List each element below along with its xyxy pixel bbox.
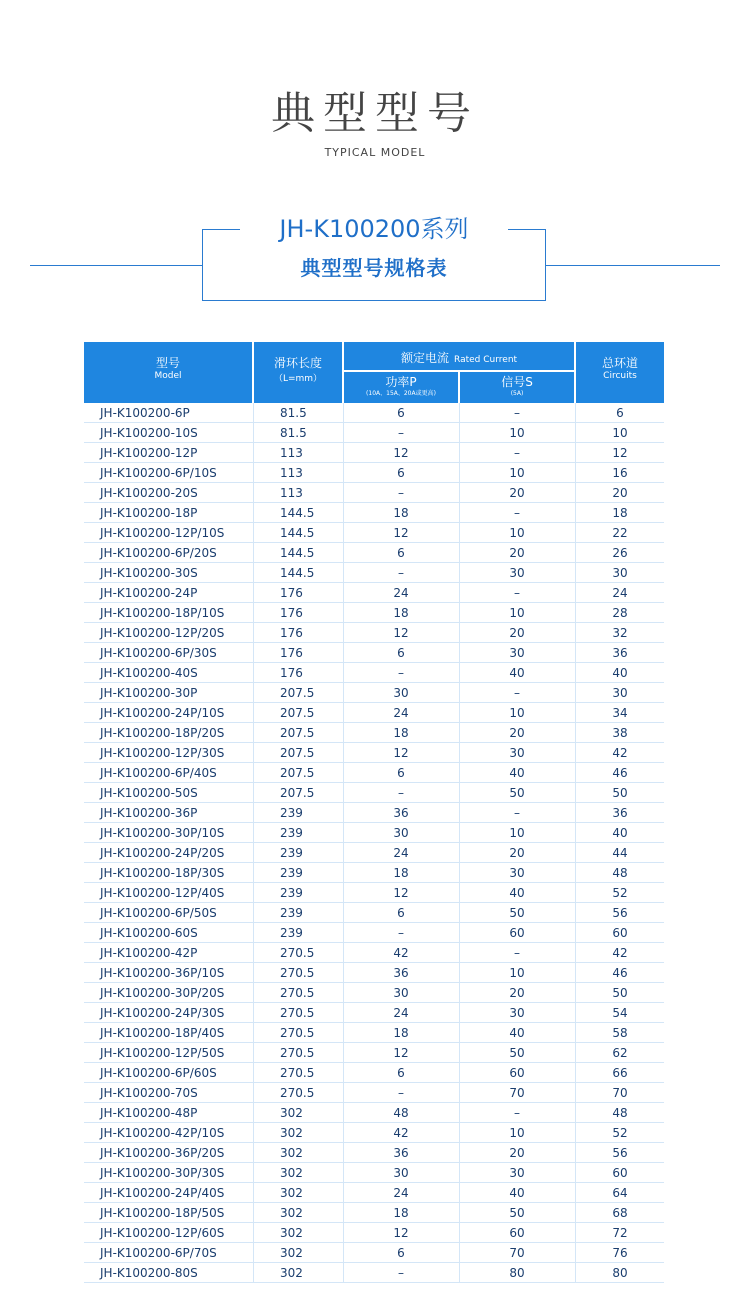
cell-model: JH-K100200-6P/50S xyxy=(100,906,217,920)
column-divider xyxy=(575,403,576,1283)
cell-model: JH-K100200-30P xyxy=(100,686,198,700)
cell-power: – xyxy=(398,666,404,680)
cell-power: 30 xyxy=(393,826,409,840)
cell-model: JH-K100200-18P/40S xyxy=(100,1026,225,1040)
cell-power: 6 xyxy=(397,466,405,480)
cell-signal: 40 xyxy=(509,1186,525,1200)
cell-signal: 10 xyxy=(509,826,525,840)
header-signal-zh: 信号S xyxy=(501,375,533,389)
cell-model: JH-K100200-18P/10S xyxy=(100,606,225,620)
cell-signal: 10 xyxy=(509,1126,525,1140)
cell-circuits: 16 xyxy=(612,466,628,480)
cell-length: 81.5 xyxy=(280,406,307,420)
cell-signal: 40 xyxy=(509,1026,525,1040)
table-row xyxy=(84,503,664,523)
cell-circuits: 40 xyxy=(612,826,628,840)
cell-length: 207.5 xyxy=(280,746,315,760)
header-model-en: Model xyxy=(154,371,182,381)
cell-circuits: 24 xyxy=(612,586,628,600)
cell-circuits: 46 xyxy=(612,766,628,780)
cell-length: 302 xyxy=(280,1106,303,1120)
table-row xyxy=(84,563,664,583)
cell-model: JH-K100200-6P/20S xyxy=(100,546,217,560)
cell-circuits: 56 xyxy=(612,906,628,920)
table-row xyxy=(84,1263,664,1283)
table-row xyxy=(84,663,664,683)
spec-table xyxy=(84,342,664,1283)
table-row xyxy=(84,463,664,483)
cell-circuits: 72 xyxy=(612,1226,628,1240)
cell-model: JH-K100200-6P/70S xyxy=(100,1246,217,1260)
cell-model: JH-K100200-60S xyxy=(100,926,198,940)
cell-power: 12 xyxy=(393,1226,409,1240)
cell-length: 270.5 xyxy=(280,1006,315,1020)
series-title: JH-K100200系列 xyxy=(240,214,508,244)
cell-length: 270.5 xyxy=(280,1086,315,1100)
cell-length: 207.5 xyxy=(280,786,315,800)
cell-length: 176 xyxy=(280,626,303,640)
cell-power: 24 xyxy=(393,846,409,860)
cell-model: JH-K100200-30P/20S xyxy=(100,986,225,1000)
cell-length: 113 xyxy=(280,446,303,460)
cell-length: 302 xyxy=(280,1166,303,1180)
page-title: 典型型号 xyxy=(271,88,479,139)
header-circuits-en: Circuits xyxy=(603,371,637,381)
cell-signal: 40 xyxy=(509,766,525,780)
cell-length: 302 xyxy=(280,1226,303,1240)
header-length xyxy=(254,342,342,403)
cell-signal: 60 xyxy=(509,1226,525,1240)
cell-circuits: 50 xyxy=(612,986,628,1000)
cell-model: JH-K100200-6P/30S xyxy=(100,646,217,660)
cell-length: 270.5 xyxy=(280,986,315,1000)
cell-circuits: 30 xyxy=(612,566,628,580)
cell-model: JH-K100200-6P/60S xyxy=(100,1066,217,1080)
cell-power: 36 xyxy=(393,806,409,820)
cell-signal: 10 xyxy=(509,706,525,720)
cell-model: JH-K100200-24P/10S xyxy=(100,706,225,720)
cell-circuits: 62 xyxy=(612,1046,628,1060)
cell-circuits: 36 xyxy=(612,646,628,660)
cell-circuits: 18 xyxy=(612,506,628,520)
cell-power: 42 xyxy=(393,1126,409,1140)
cell-length: 270.5 xyxy=(280,1066,315,1080)
cell-model: JH-K100200-20S xyxy=(100,486,198,500)
cell-signal: 80 xyxy=(509,1266,525,1280)
cell-circuits: 30 xyxy=(612,686,628,700)
cell-power: 18 xyxy=(393,1206,409,1220)
cell-circuits: 38 xyxy=(612,726,628,740)
cell-length: 144.5 xyxy=(280,546,315,560)
cell-signal: – xyxy=(514,406,520,420)
cell-length: 302 xyxy=(280,1126,303,1140)
cell-circuits: 32 xyxy=(612,626,628,640)
cell-signal: 10 xyxy=(509,426,525,440)
cell-model: JH-K100200-6P xyxy=(100,406,190,420)
table-row xyxy=(84,783,664,803)
cell-power: 36 xyxy=(393,1146,409,1160)
cell-power: 6 xyxy=(397,406,405,420)
cell-signal: – xyxy=(514,506,520,520)
table-row xyxy=(84,1203,664,1223)
cell-signal: 20 xyxy=(509,1146,525,1160)
cell-signal: 30 xyxy=(509,646,525,660)
table-row xyxy=(84,523,664,543)
table-row xyxy=(84,403,664,423)
cell-circuits: 6 xyxy=(616,406,624,420)
header-circuits-zh: 总环道 xyxy=(601,356,638,370)
table-row xyxy=(84,623,664,643)
cell-signal: 30 xyxy=(509,1006,525,1020)
cell-model: JH-K100200-18P xyxy=(100,506,198,520)
cell-power: 24 xyxy=(393,586,409,600)
cell-length: 81.5 xyxy=(280,426,307,440)
page-subtitle: TYPICAL MODEL xyxy=(324,146,426,159)
table-row xyxy=(84,723,664,743)
cell-signal: 40 xyxy=(509,666,525,680)
cell-power: 12 xyxy=(393,1046,409,1060)
cell-signal: – xyxy=(514,446,520,460)
cell-model: JH-K100200-12P xyxy=(100,446,198,460)
cell-power: 12 xyxy=(393,526,409,540)
cell-model: JH-K100200-6P/40S xyxy=(100,766,217,780)
cell-length: 113 xyxy=(280,486,303,500)
cell-power: 18 xyxy=(393,606,409,620)
cell-signal: 70 xyxy=(509,1086,525,1100)
table-row xyxy=(84,1023,664,1043)
cell-power: – xyxy=(398,786,404,800)
cell-length: 270.5 xyxy=(280,966,315,980)
cell-signal: 30 xyxy=(509,1166,525,1180)
cell-power: 6 xyxy=(397,906,405,920)
cell-power: 12 xyxy=(393,626,409,640)
cell-power: 12 xyxy=(393,886,409,900)
table-row xyxy=(84,1123,664,1143)
cell-length: 207.5 xyxy=(280,766,315,780)
cell-power: 6 xyxy=(397,1246,405,1260)
cell-model: JH-K100200-30S xyxy=(100,566,198,580)
table-row xyxy=(84,703,664,723)
table-row xyxy=(84,903,664,923)
cell-signal: 20 xyxy=(509,626,525,640)
cell-circuits: 52 xyxy=(612,1126,628,1140)
cell-signal: 30 xyxy=(509,746,525,760)
cell-power: 18 xyxy=(393,866,409,880)
divider-right xyxy=(546,265,720,266)
cell-power: 18 xyxy=(393,1026,409,1040)
cell-circuits: 46 xyxy=(612,966,628,980)
cell-model: JH-K100200-50S xyxy=(100,786,198,800)
cell-power: 12 xyxy=(393,446,409,460)
cell-circuits: 26 xyxy=(612,546,628,560)
table-header xyxy=(84,342,664,403)
table-row xyxy=(84,963,664,983)
cell-power: 24 xyxy=(393,1186,409,1200)
cell-length: 239 xyxy=(280,886,303,900)
cell-power: 6 xyxy=(397,646,405,660)
cell-circuits: 22 xyxy=(612,526,628,540)
cell-model: JH-K100200-12P/60S xyxy=(100,1226,225,1240)
cell-length: 239 xyxy=(280,926,303,940)
table-row xyxy=(84,683,664,703)
cell-signal: 50 xyxy=(509,1206,525,1220)
table-row xyxy=(84,1223,664,1243)
cell-power: 24 xyxy=(393,706,409,720)
cell-model: JH-K100200-70S xyxy=(100,1086,198,1100)
cell-circuits: 70 xyxy=(612,1086,628,1100)
cell-signal: – xyxy=(514,686,520,700)
cell-model: JH-K100200-12P/20S xyxy=(100,626,225,640)
cell-model: JH-K100200-30P/10S xyxy=(100,826,225,840)
cell-circuits: 58 xyxy=(612,1026,628,1040)
header-length-zh: 滑环长度 xyxy=(273,356,322,370)
cell-circuits: 40 xyxy=(612,666,628,680)
column-divider xyxy=(343,403,344,1283)
cell-power: – xyxy=(398,426,404,440)
table-row xyxy=(84,423,664,443)
cell-length: 113 xyxy=(280,466,303,480)
cell-length: 270.5 xyxy=(280,1046,315,1060)
header-length-en: （L=mm） xyxy=(273,374,323,384)
header-rated-zh: 额定电流 xyxy=(400,351,449,365)
cell-length: 176 xyxy=(280,606,303,620)
cell-signal: 20 xyxy=(509,486,525,500)
cell-model: JH-K100200-12P/40S xyxy=(100,886,225,900)
cell-model: JH-K100200-24P/30S xyxy=(100,1006,225,1020)
table-row xyxy=(84,863,664,883)
table-body xyxy=(84,403,664,1283)
header-signal-note: (5A) xyxy=(510,390,524,397)
table-row xyxy=(84,983,664,1003)
table-row xyxy=(84,543,664,563)
header-rated-current xyxy=(344,342,574,370)
column-divider xyxy=(253,403,254,1283)
table-row xyxy=(84,443,664,463)
cell-circuits: 12 xyxy=(612,446,628,460)
table-row xyxy=(84,1243,664,1263)
cell-length: 207.5 xyxy=(280,686,315,700)
cell-length: 302 xyxy=(280,1206,303,1220)
cell-signal: 20 xyxy=(509,846,525,860)
table-row xyxy=(84,643,664,663)
table-row xyxy=(84,923,664,943)
divider-left xyxy=(30,265,202,266)
cell-signal: – xyxy=(514,586,520,600)
table-row xyxy=(84,763,664,783)
header-model xyxy=(84,342,252,403)
cell-circuits: 50 xyxy=(612,786,628,800)
cell-power: 6 xyxy=(397,546,405,560)
cell-signal: 60 xyxy=(509,926,525,940)
cell-circuits: 52 xyxy=(612,886,628,900)
cell-model: JH-K100200-10S xyxy=(100,426,198,440)
cell-model: JH-K100200-6P/10S xyxy=(100,466,217,480)
header-circuits xyxy=(576,342,664,403)
cell-signal: 30 xyxy=(509,566,525,580)
table-row xyxy=(84,883,664,903)
table-row xyxy=(84,1183,664,1203)
cell-power: 18 xyxy=(393,506,409,520)
cell-length: 176 xyxy=(280,646,303,660)
cell-circuits: 80 xyxy=(612,1266,628,1280)
table-row xyxy=(84,803,664,823)
cell-circuits: 20 xyxy=(612,486,628,500)
cell-circuits: 10 xyxy=(612,426,628,440)
cell-power: 30 xyxy=(393,686,409,700)
cell-circuits: 44 xyxy=(612,846,628,860)
cell-model: JH-K100200-24P xyxy=(100,586,198,600)
column-divider xyxy=(459,403,460,1283)
cell-power: – xyxy=(398,1086,404,1100)
cell-length: 176 xyxy=(280,666,303,680)
cell-signal: 20 xyxy=(509,546,525,560)
table-row xyxy=(84,1103,664,1123)
table-row xyxy=(84,823,664,843)
cell-model: JH-K100200-42P xyxy=(100,946,198,960)
cell-power: – xyxy=(398,566,404,580)
cell-power: 12 xyxy=(393,746,409,760)
cell-model: JH-K100200-12P/30S xyxy=(100,746,225,760)
cell-length: 144.5 xyxy=(280,566,315,580)
cell-signal: 10 xyxy=(509,966,525,980)
cell-power: 30 xyxy=(393,986,409,1000)
cell-length: 270.5 xyxy=(280,946,315,960)
cell-length: 239 xyxy=(280,846,303,860)
series-subtitle: 典型型号规格表 xyxy=(300,256,448,280)
cell-signal: 20 xyxy=(509,726,525,740)
cell-signal: 50 xyxy=(509,906,525,920)
cell-model: JH-K100200-24P/20S xyxy=(100,846,225,860)
cell-power: 30 xyxy=(393,1166,409,1180)
cell-power: 6 xyxy=(397,1066,405,1080)
cell-length: 239 xyxy=(280,806,303,820)
table-row xyxy=(84,1083,664,1103)
cell-power: – xyxy=(398,1266,404,1280)
cell-signal: – xyxy=(514,806,520,820)
cell-power: 48 xyxy=(393,1106,409,1120)
header-power xyxy=(344,372,458,403)
cell-circuits: 54 xyxy=(612,1006,628,1020)
cell-length: 302 xyxy=(280,1246,303,1260)
cell-model: JH-K100200-42P/10S xyxy=(100,1126,225,1140)
cell-length: 239 xyxy=(280,906,303,920)
cell-model: JH-K100200-48P xyxy=(100,1106,198,1120)
header-model-zh: 型号 xyxy=(155,356,180,370)
cell-signal: 60 xyxy=(509,1066,525,1080)
cell-model: JH-K100200-36P/20S xyxy=(100,1146,225,1160)
cell-circuits: 60 xyxy=(612,1166,628,1180)
cell-model: JH-K100200-18P/20S xyxy=(100,726,225,740)
cell-signal: 20 xyxy=(509,986,525,1000)
cell-signal: 10 xyxy=(509,606,525,620)
cell-power: 6 xyxy=(397,766,405,780)
table-row xyxy=(84,843,664,863)
cell-length: 144.5 xyxy=(280,506,315,520)
cell-model: JH-K100200-18P/50S xyxy=(100,1206,225,1220)
cell-signal: 70 xyxy=(509,1246,525,1260)
cell-circuits: 42 xyxy=(612,946,628,960)
cell-length: 176 xyxy=(280,586,303,600)
table-row xyxy=(84,743,664,763)
cell-power: 18 xyxy=(393,726,409,740)
cell-signal: 50 xyxy=(509,786,525,800)
cell-model: JH-K100200-24P/40S xyxy=(100,1186,225,1200)
table-row xyxy=(84,603,664,623)
cell-length: 239 xyxy=(280,826,303,840)
cell-model: JH-K100200-40S xyxy=(100,666,198,680)
cell-circuits: 34 xyxy=(612,706,628,720)
table-row xyxy=(84,1163,664,1183)
cell-model: JH-K100200-12P/50S xyxy=(100,1046,225,1060)
cell-length: 302 xyxy=(280,1266,303,1280)
cell-circuits: 64 xyxy=(612,1186,628,1200)
table-row xyxy=(84,1043,664,1063)
cell-signal: – xyxy=(514,1106,520,1120)
table-row xyxy=(84,1143,664,1163)
table-row xyxy=(84,1063,664,1083)
cell-signal: 50 xyxy=(509,1046,525,1060)
cell-circuits: 68 xyxy=(612,1206,628,1220)
cell-circuits: 60 xyxy=(612,926,628,940)
cell-length: 302 xyxy=(280,1146,303,1160)
cell-power: 42 xyxy=(393,946,409,960)
cell-length: 302 xyxy=(280,1186,303,1200)
cell-power: 24 xyxy=(393,1006,409,1020)
cell-model: JH-K100200-36P xyxy=(100,806,198,820)
cell-signal: – xyxy=(514,946,520,960)
cell-circuits: 76 xyxy=(612,1246,628,1260)
cell-model: JH-K100200-30P/30S xyxy=(100,1166,225,1180)
cell-circuits: 48 xyxy=(612,866,628,880)
cell-signal: 10 xyxy=(509,526,525,540)
cell-signal: 40 xyxy=(509,886,525,900)
cell-circuits: 36 xyxy=(612,806,628,820)
cell-model: JH-K100200-12P/10S xyxy=(100,526,225,540)
header-power-zh: 功率P xyxy=(385,375,417,389)
cell-length: 270.5 xyxy=(280,1026,315,1040)
cell-model: JH-K100200-80S xyxy=(100,1266,198,1280)
header-rated-en: Rated Current xyxy=(454,355,518,365)
cell-circuits: 66 xyxy=(612,1066,628,1080)
cell-signal: 10 xyxy=(509,466,525,480)
cell-length: 239 xyxy=(280,866,303,880)
cell-power: – xyxy=(398,926,404,940)
cell-circuits: 42 xyxy=(612,746,628,760)
cell-circuits: 56 xyxy=(612,1146,628,1160)
cell-power: – xyxy=(398,486,404,500)
cell-circuits: 48 xyxy=(612,1106,628,1120)
cell-model: JH-K100200-36P/10S xyxy=(100,966,225,980)
header-signal xyxy=(460,372,574,403)
header-power-note: (10A、15A、20A或更高) xyxy=(366,390,436,397)
hero xyxy=(0,88,750,159)
table-row xyxy=(84,1003,664,1023)
table-row xyxy=(84,483,664,503)
cell-circuits: 28 xyxy=(612,606,628,620)
table-row xyxy=(84,583,664,603)
cell-length: 144.5 xyxy=(280,526,315,540)
cell-signal: 30 xyxy=(509,866,525,880)
cell-power: 36 xyxy=(393,966,409,980)
table-row xyxy=(84,943,664,963)
cell-model: JH-K100200-18P/30S xyxy=(100,866,225,880)
cell-length: 207.5 xyxy=(280,706,315,720)
cell-length: 207.5 xyxy=(280,726,315,740)
